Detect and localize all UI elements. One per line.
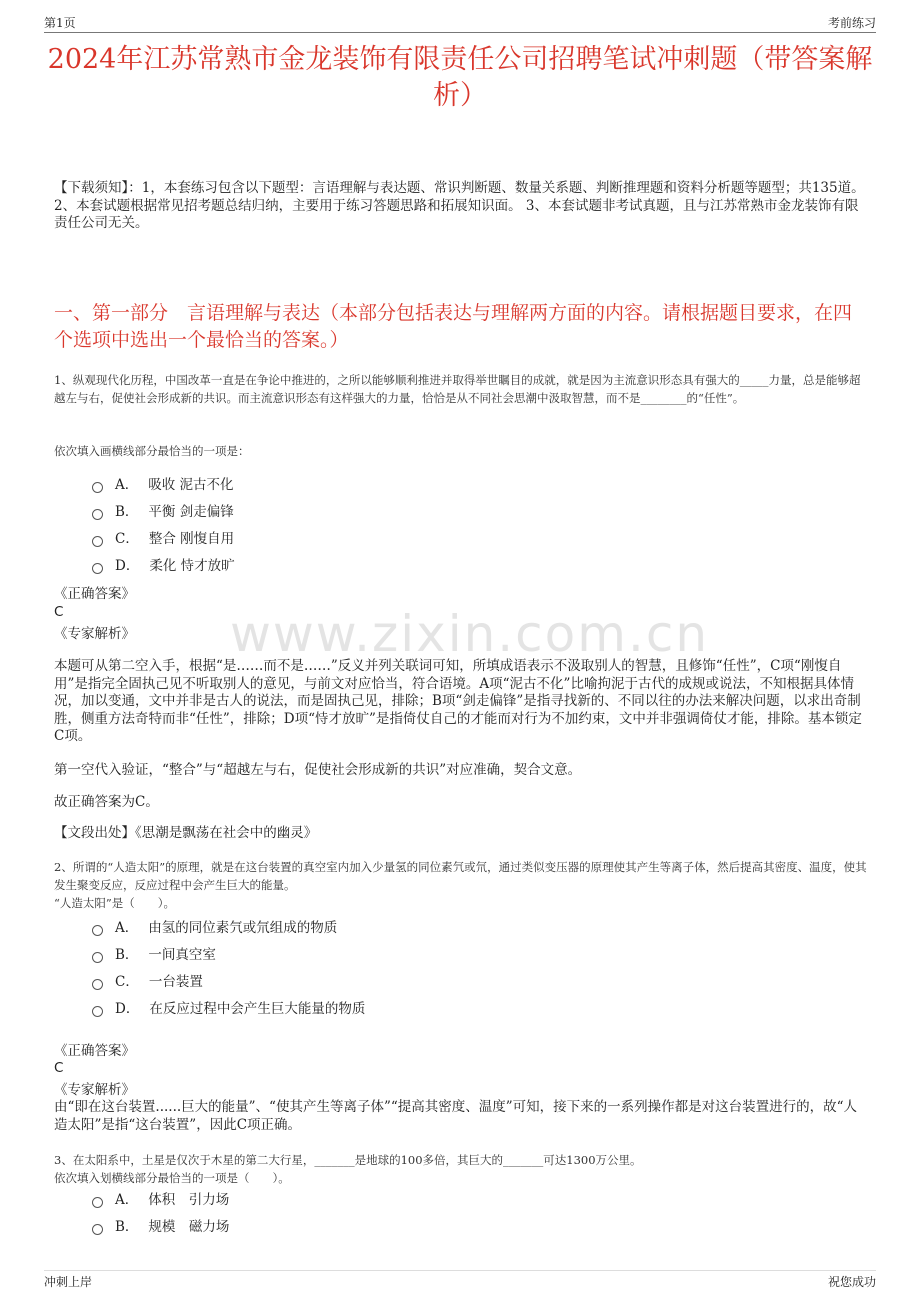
q2-analysis-label: 《专家解析》: [54, 1082, 135, 1098]
q1-options: [92, 472, 235, 580]
q1-analysis-verify: 第一空代入验证，“整合”与“超越左与右，促使社会形成新的共识”对应准确，契合文意。: [54, 762, 582, 778]
watermark: www.zixin.com.cn: [230, 605, 710, 663]
page-title: 2024年江苏常熟市金龙装饰有限责任公司招聘笔试冲刺题（带答案解析）: [47, 44, 873, 111]
download-notice: 【下载须知】：1，本套练习包含以下题型：言语理解与表达题、常识判断题、数量关系题、判断推理题和资料分析题等题型；共135道。 2、本套试题根据常见招考题总结归纳，主要用于练习答题思路和拓展知识面。 3、本套试题非考试真题，且与江苏常熟市金龙装饰有限责任公司无关。: [54, 180, 865, 231]
q1-prompt: 依次填入画横线部分最恰当的一项是：: [54, 444, 250, 458]
q3-option-b[interactable]: B． 规模 磁力场: [92, 1214, 229, 1241]
footer-left-label: 冲刺上岸: [44, 1275, 93, 1289]
q1-option-b[interactable]: B． 平衡 剑走偏锋: [92, 499, 235, 526]
radio-icon[interactable]: [92, 563, 103, 574]
q3-option-a[interactable]: A． 体积 引力场: [92, 1187, 229, 1214]
q1-answer: C: [54, 604, 64, 620]
q1-source: 【文段出处】《思潮是飘荡在社会中的幽灵》: [54, 825, 318, 841]
page-header: [44, 10, 876, 33]
q2-options: [92, 915, 365, 1023]
q2-answer-label: 《正确答案》: [54, 1043, 135, 1059]
section-heading: 一、第一部分 言语理解与表达（本部分包括表达与理解两方面的内容。请根据题目要求，在四个选项中选出一个最恰当的答案。）: [54, 302, 853, 351]
q2-option-c[interactable]: C． 一台装置: [92, 969, 365, 996]
radio-icon[interactable]: [92, 509, 103, 520]
page-number: 第1页: [44, 16, 76, 30]
q1-option-c[interactable]: C． 整合 刚愎自用: [92, 526, 235, 553]
radio-icon[interactable]: [92, 979, 103, 990]
radio-icon[interactable]: [92, 482, 103, 493]
q2-option-d[interactable]: D． 在反应过程中会产生巨大能量的物质: [92, 996, 365, 1023]
page-footer: [44, 1270, 876, 1289]
radio-icon[interactable]: [92, 536, 103, 547]
q1-stem: 1、纵观现代化历程，中国改革一直是在争论中推进的，之所以能够顺利推进并取得举世瞩目的成就，就是因为主流意识形态具有强大的_____力量，总是能够超越左与右，促使社会形成新的共识。而主流意识形态有这样强大的力量，恰恰是从不同社会思潮中汲取智慧，而不是________的“任性”。: [54, 373, 861, 405]
q2-stem: 2、所谓的“人造太阳”的原理，就是在这台装置的真空室内加入少量氢的同位素氕或氘，通过类似变压器的原理使其产生等离子体，然后提高其密度、温度，使其发生聚变反应，反应过程中会产生巨大的能量。: [54, 860, 867, 892]
q2-analysis: 由“即在这台装置......巨大的能量”、“使其产生等离子体”“提高其密度、温度”可知，接下来的一系列操作都是对这台装置进行的，故“人造太阳”是指“这台装置”，因此C项正确。: [54, 1099, 858, 1133]
header-right-label: 考前练习: [827, 16, 876, 30]
q2-option-b[interactable]: B． 一间真空室: [92, 942, 365, 969]
q2-prompt: “人造太阳”是（ ）。: [54, 896, 176, 910]
q2-answer: C: [54, 1060, 64, 1076]
q3-options: [92, 1187, 229, 1241]
q1-answer-label: 《正确答案》: [54, 586, 135, 602]
radio-icon[interactable]: [92, 1197, 103, 1208]
q2-option-a[interactable]: A． 由氢的同位素氕或氘组成的物质: [92, 915, 365, 942]
radio-icon[interactable]: [92, 1224, 103, 1235]
q1-analysis-label: 《专家解析》: [54, 626, 135, 642]
q1-analysis: 本题可从第二空入手，根据“是……而不是……”反义并列关联词可知，所填成语表示不汲取别人的智慧，且修饰“任性”，C项“刚愎自用”是指完全固执己见不听取别人的意见，与前文对应恰当，符合语境。A项“泥古不化”比喻拘泥于古代的成规或说法，不知根据具体情况，加以变通，文中并非是古人的说法，而是固执己见，排除；B项“剑走偏锋”是指寻找新的、不同以往的办法来解决问题，以求出奇制胜，侧重方法奇特而非“任性”，排除；D项“恃才放旷”是指倚仗自己的才能而对行为不加约束，文中并非强调倚仗才能，排除。基本锁定C项。: [54, 658, 862, 744]
q1-option-d[interactable]: D． 柔化 恃才放旷: [92, 553, 235, 580]
radio-icon[interactable]: [92, 952, 103, 963]
radio-icon[interactable]: [92, 925, 103, 936]
q1-conclusion: 故正确答案为C。: [54, 794, 159, 810]
footer-right-label: 祝您成功: [827, 1275, 876, 1289]
q3-prompt: 依次填入划横线部分最恰当的一项是（ ）。: [54, 1171, 290, 1185]
q3-stem: 3、在太阳系中，土星是仅次于木星的第二大行星，_______是地球的100多倍，其巨大的_______可达1300万公里。: [54, 1153, 642, 1167]
radio-icon[interactable]: [92, 1006, 103, 1017]
q1-option-a[interactable]: A． 吸收 泥古不化: [92, 472, 235, 499]
